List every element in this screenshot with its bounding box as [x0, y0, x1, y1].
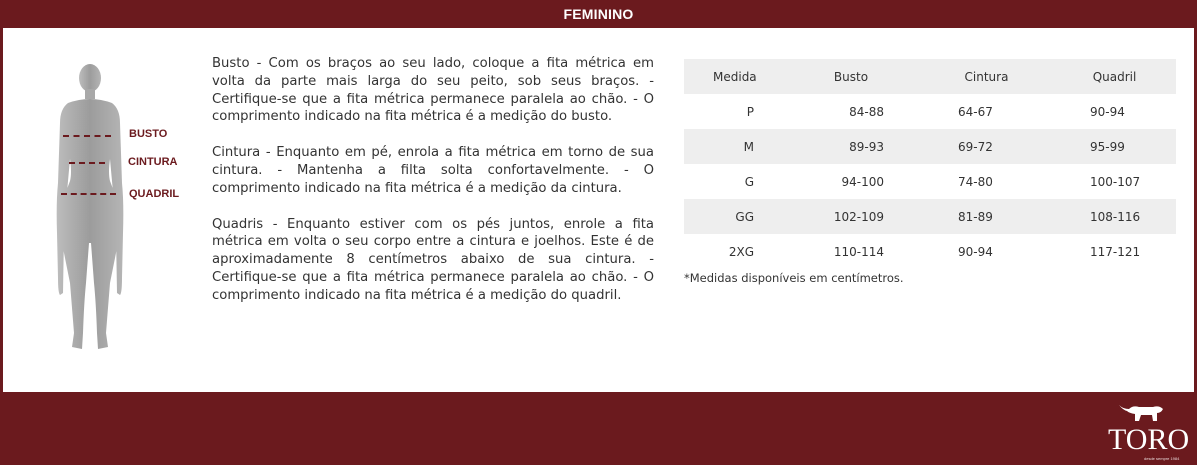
cintura-instructions: Cintura - Enquanto em pé, enrola a fita métrica em torno de sua cintura. - Mantenha a filta solta confortavelmente. - O comprimento indicado na fita métrica é a medição da cintura. [212, 145, 654, 196]
size-cell: 2XG [728, 244, 754, 259]
table-row [684, 94, 1176, 129]
brand-tagline: desde sempre 1984 [1144, 456, 1180, 461]
quadril-cell: 95-99 [1090, 139, 1125, 154]
table-row [684, 199, 1176, 234]
table-row [684, 164, 1176, 199]
busto-instructions: Busto - Com os braços ao seu lado, coloque a fita métrica em volta da parte mais larga do seu peito, sob seus braços. - Certifique-se que a fita métrica permanece paralela ao chão. - O comprimento indicado na fita métrica é a medição do busto. [212, 56, 654, 125]
brand-name: TORO [1108, 423, 1190, 456]
cintura-cell: 64-67 [958, 104, 993, 119]
quadril-cell: 100-107 [1090, 174, 1141, 189]
table-row [684, 234, 1176, 269]
busto-measure-line [63, 135, 111, 137]
cintura-cell: 69-72 [958, 139, 993, 154]
quadris-instructions: Quadris - Enquanto estiver com os pés juntos, enrole a fita métrica em volta o seu corpo entre a cintura e joelhos. Este é de aproximadamente 8 centímetros abaixo de sua cintura. - Certifique-se que a fita métrica permanece paralela ao chão. - O comprimento indicado na fita métrica é a medição do quadril. [212, 216, 654, 303]
size-guide-panel [3, 28, 1194, 392]
busto-cell: 102-109 [833, 209, 884, 224]
column-header-busto: Busto [833, 69, 869, 84]
size-table [684, 59, 1176, 269]
column-header-cintura: Cintura [964, 69, 1009, 84]
busto-label: BUSTO [129, 128, 168, 140]
busto-cell: 110-114 [833, 244, 884, 259]
cintura-cell: 74-80 [958, 174, 993, 189]
cintura-measure-line [69, 162, 105, 164]
cintura-cell: 81-89 [958, 209, 993, 224]
table-footnote: *Medidas disponíveis em centímetros. [684, 271, 904, 285]
quadril-cell: 117-121 [1090, 244, 1141, 259]
page-header [0, 0, 1197, 28]
page-title: FEMININO [563, 6, 634, 22]
size-cell: G [744, 174, 754, 189]
busto-cell: 89-93 [849, 139, 884, 154]
cintura-label: CINTURA [128, 156, 178, 168]
table-header-row [684, 59, 1176, 94]
quadril-cell: 108-116 [1090, 209, 1141, 224]
quadril-cell: 90-94 [1090, 104, 1125, 119]
table-row [684, 129, 1176, 164]
size-cell: M [743, 139, 754, 154]
measurement-instructions [212, 55, 654, 323]
quadril-measure-line [61, 193, 116, 195]
column-header-quadril: Quadril [1092, 69, 1137, 84]
busto-cell: 94-100 [841, 174, 884, 189]
cintura-cell: 90-94 [958, 244, 993, 259]
female-silhouette-icon [50, 63, 130, 353]
column-header-medida: Medida [713, 69, 757, 84]
size-cell: GG [735, 209, 754, 224]
brand-logo [1104, 401, 1188, 463]
busto-cell: 84-88 [849, 104, 884, 119]
size-cell: P [746, 104, 754, 119]
quadril-label: QUADRIL [129, 188, 180, 200]
